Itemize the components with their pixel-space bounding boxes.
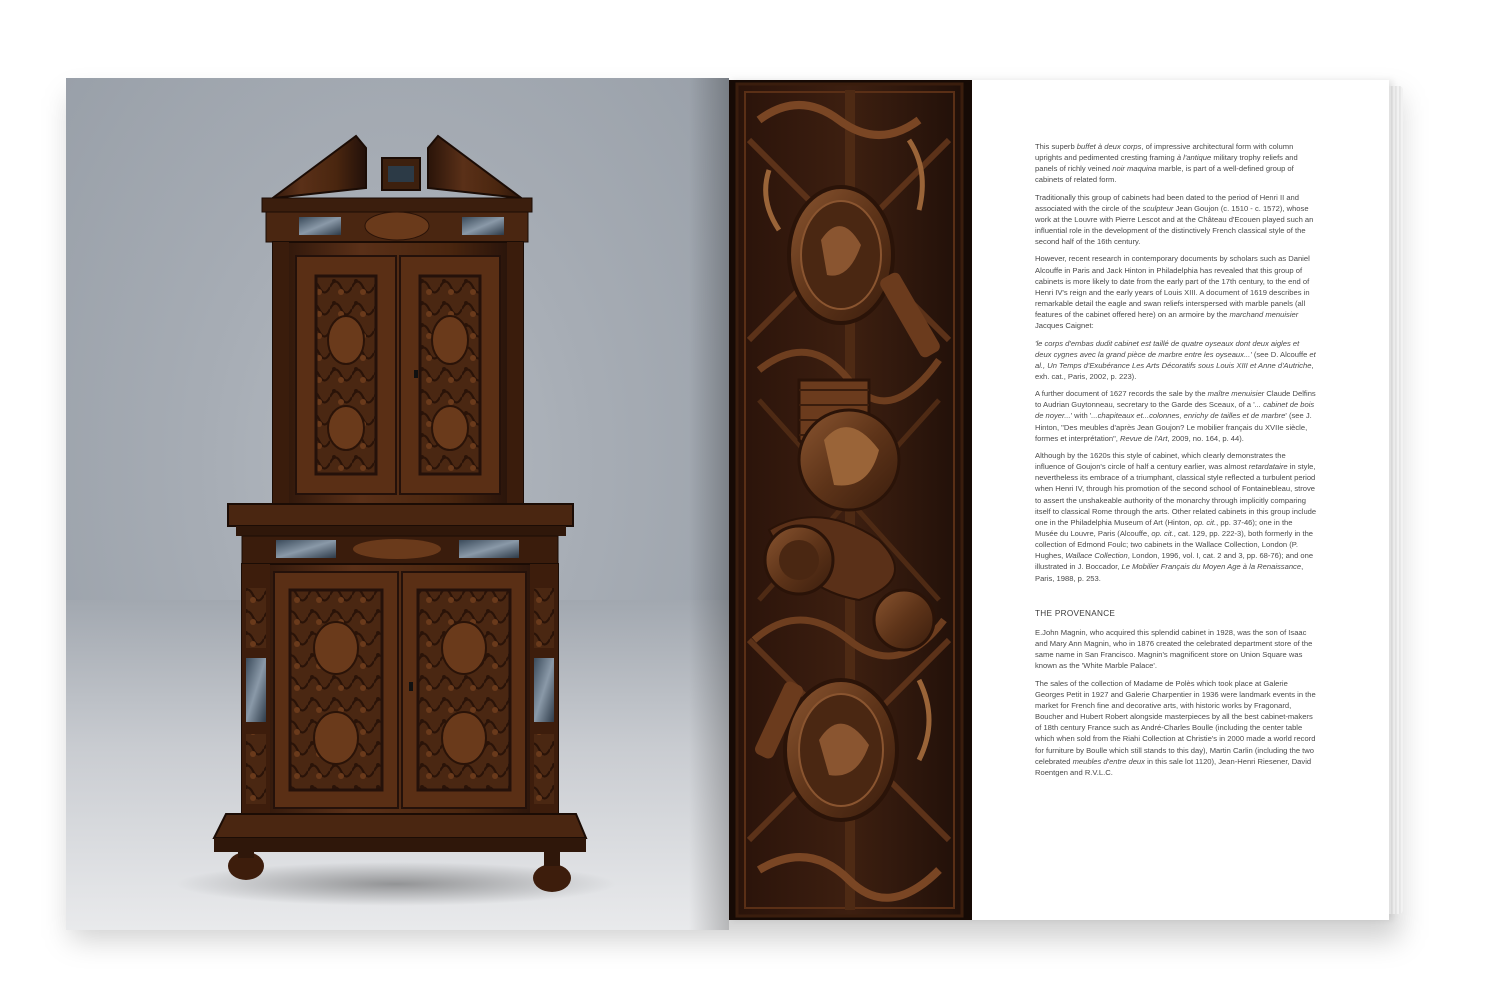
body-paragraphs	[1035, 141, 1317, 584]
provenance-heading: THE PROVENANCE	[1035, 608, 1116, 618]
body-paragraph: 'le corps d'embas dudit cabinet est taillé de quatre oyseaux dont deux aigles et deux cygnes avec la grand pièce de marbre entre les oyseaux...' (see D. Alcouffe et al., Un Temps d'Exubérance Les Arts Décoratifs sous Louis XIII et Anne d'Autriche, exh. cat., Paris, 2002, p. 223).	[1035, 338, 1316, 381]
body-paragraph: However, recent research in contemporary documents by scholars such as Daniel Alcouffe in Paris and Jack Hinton in Philadelphia has revealed that this group of cabinets is more likely to date from the early part of the 17th century, to the end of Henri IV's reign and the early years of Louis XIII. A document of 1619 describes in remarkable detail the eagle and swan reliefs interspersed with marble panels (all features of the cabinet offered here) on an armoire by the marchand menuisier Jacques Caignet:	[1035, 254, 1310, 331]
body-paragraph: A further document of 1627 records the sale by the maître menuisier Claude Delfins to Audrian Guytonneau, secretary to the Garde des Sceaux, of a '... cabinet de bois de noyer...' with '...chapiteaux et...colonnes, enrichy de tailles et de marbre' (see J. Hinton, "Des meubles d'après Jean Goujon? Le mobilier français du XVIIe siècle, formes et interprétation", Revue de l'Art, 2009, no. 164, p. 44).	[1035, 389, 1316, 443]
left-page-photo	[66, 78, 729, 930]
cabinet-image	[66, 78, 729, 930]
article-text	[1035, 141, 1317, 784]
book-gutter-shadow	[689, 78, 729, 930]
body-paragraph: This superb buffet à deux corps, of impressive architectural form with column uprights and pedimented cresting framing à l'antique military trophy reliefs and panels of richly veined noir maquina marble, is part of a well-defined group of cabinets of related form.	[1035, 142, 1298, 185]
provenance-paragraphs	[1035, 627, 1317, 778]
provenance-paragraph: The sales of the collection of Madame de Polès which took place at Galerie Georges Petit in 1927 and Galerie Charpentier in 1936 were landmark events in the market for French fine and decorative arts, with historic works by Fragonard, Boucher and Hubert Robert alongside masterpieces by all the best cabinet-makers of 18th century France such as André-Charles Boulle (including the center table which when sold from the Riahi Collection at Christie's in 2000 made a world record for furniture by Boulle which still stands to this day), Martin Carlin (including the two celebrated meubles d'entre deux in this sale lot 1120), Jean-Henri Riesener, David Roentgen and R.V.L.C.	[1035, 678, 1316, 777]
body-paragraph: Although by the 1620s this style of cabinet, which clearly demonstrates the influence of Goujon's circle of half a century earlier, was almost retardataire in style, nevertheless its embrace of a triumphant, classical style reflected a turbulent period when Henri IV, through his promotion of the second school of Fontainebleau, strove to assert the unshakeable authority of the monarchy through implicitly comparing itself to classical Rome through the arts. Other related cabinets in this group include one in the Philadelphia Museum of Art (Hinton, op. cit., pp. 37-46); one in the Musée du Louvre, Paris (Alcouffe, op. cit., cat. 129, pp. 222-3), both formerly in the collection of Edmond Foulc; two cabinets in the Wallace Collection, London (P. Hughes, Wallace Collection, London, 1996, vol. I, cat. 2 and 3, pp. 68-76); and one illustrated in J. Boccador, Le Mobilier Français du Moyen Age à la Renaissance, Paris, 1988, p. 253.	[1035, 450, 1317, 583]
provenance-paragraph: E.John Magnin, who acquired this splendid cabinet in 1928, was the son of Isaac and Mary Ann Magnin, who in 1876 created the celebrated department store of the same name in San Francisco. Magnin's magnificent store on Union Square was known as the 'White Marble Palace'.	[1035, 627, 1313, 671]
right-page	[729, 80, 1389, 920]
body-paragraph: Traditionally this group of cabinets had been dated to the period of Henri II and associated with the circle of the sculpteur Jean Goujon (c. 1510 - c. 1572), whose work at the Louvre with Pierre Lescot and at the Château d'Ecouen played such an influential role in the development of the distinctively French classical style of the second half of the 16th century.	[1035, 192, 1314, 247]
carving-detail-image	[729, 80, 972, 920]
